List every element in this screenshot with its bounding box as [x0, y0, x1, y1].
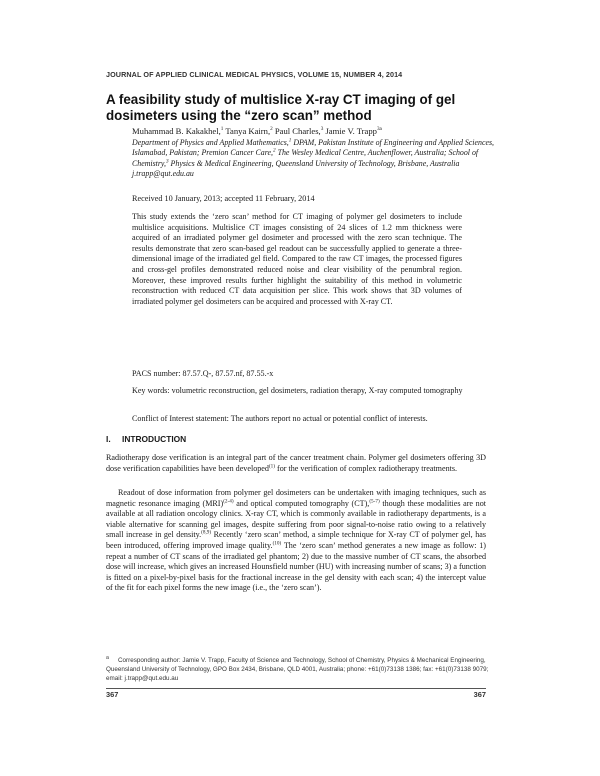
affiliation-2-sup: 2: [273, 147, 276, 154]
para2-seg-5: The ‘zero scan’ method generates a new image as follow: 1) repeat a number of CT scans of the irradiated gel phantom; 2) due to the massive number of CT scans, the absorbed dose will increase, which gives an increased Hounsfield number (HU) with increasing number of scans; 3) a function is fitted on a pixel-by-pixel basis for the fractional increase in the gel density with each scan; 4) the intercept value of the fit for each pixel forms the new image (i.e., the ‘zero scan’).: [106, 540, 486, 593]
section-number: I.: [106, 434, 111, 444]
author-3: Paul Charles,: [272, 126, 321, 136]
footer-divider: [106, 688, 486, 689]
author-2-affil: 2: [270, 126, 273, 133]
para2-seg-4: Recently ‘zero scan’ method, a simple technique for X-ray CT of polymer gel, has been introduced, offering improved image quality.: [106, 530, 486, 550]
author-1-affil: 1: [220, 126, 224, 133]
para2-seg-2: and optical computed tomography (CT),: [233, 498, 370, 508]
intro-paragraph-1: [106, 453, 486, 474]
intro-paragraph-2: [106, 488, 486, 594]
author-4-affil: 3a: [376, 126, 382, 133]
author-4: Jamie V. Trapp: [323, 126, 377, 136]
keywords: Key words: volumetric reconstruction, gel dosimeters, radiation therapy, X-ray computed tomography: [132, 386, 463, 395]
author-2: Tanya Kairn,: [223, 126, 271, 136]
para1-text-end: for the verification of complex radiotherapy treatments.: [275, 463, 458, 473]
author-list: [132, 126, 492, 137]
para2-citation-3[interactable]: (8,9): [201, 529, 212, 536]
para2-seg-1: Readout of dose information from polymer gel dosimeters can be undertaken with imaging techniques, such as magnetic resonance imaging (MRI): [106, 488, 486, 508]
affiliation-3-sup: 3: [165, 158, 169, 165]
section-heading-introduction: [106, 434, 406, 444]
para1-citation[interactable]: (1): [268, 462, 275, 469]
para2-citation-1[interactable]: (2-4): [223, 497, 234, 504]
conflict-statement: Conflict of Interest statement: The authors report no actual or potential conflict of interests.: [132, 414, 428, 423]
paper-title: A feasibility study of multislice X-ray CT imaging of gel dosimeters using the “zero scan” method: [106, 92, 456, 123]
abstract: This study extends the ‘zero scan’ method for CT imaging of polymer gel dosimeters to include multislice acquisitions. Multislice CT images consisting of 24 slices of 1.2 mm thickness were acquired of an irradiated polymer gel dosimeter and processed with the zero scan technique. The results demonstrate that zero scan-based gel readout can be successfully applied to generate a three-dimensional image of the irradiated gel field. Compared to the raw CT images, the processed figures and cross-gel profiles demonstrated reduced noise and clear visibility of the penumbral region. Moreover, these improved results further highlight the suitability of this method in volumetric reconstruction with reduced CT data acquisition per slice. This work shows that 3D volumes of irradiated polymer gel dosimeters can be acquired and processed with X-ray CT.: [132, 212, 462, 306]
pacs-numbers: PACS number: 87.57.Q-, 87.57.nf, 87.55.-x: [132, 369, 274, 378]
para1-text: Radiotherapy dose verification is an integral part of the cancer treatment chain. Polymer gel dosimeters offering 3D dose verification capabilities have been developed: [106, 453, 486, 473]
para2-seg-3: though these modalities are not available at all radiation oncology clinics. X-ray CT, which is commonly available in radiotherapy departments, is a viable alternative for scanning gel images, despite suffering from poor signal-to-noise ratio owing to a relatively small increase in gel density.: [106, 498, 487, 540]
affiliation-1-sup: 1: [288, 137, 292, 144]
received-dates: Received 10 January, 2013; accepted 11 February, 2014: [132, 194, 315, 203]
author-email[interactable]: j.trapp@qut.edu.au: [132, 169, 194, 179]
para2-citation-4[interactable]: (10): [272, 540, 282, 547]
author-1: Muhammad B. Kakakhel,: [132, 126, 221, 136]
para2-citation-2[interactable]: (5-7): [369, 497, 380, 504]
page-number-right: 367: [473, 690, 486, 699]
affiliation-3: The Wesley Medical Centre, Auchenflower, Australia; School of Chemistry,: [132, 148, 479, 168]
affiliation-1: Department of Physics and Applied Mathematics,: [132, 138, 289, 147]
journal-header: JOURNAL OF APPLIED CLINICAL MEDICAL PHYSICS, VOLUME 15, NUMBER 4, 2014: [106, 70, 403, 79]
author-3-affil: 3: [320, 126, 324, 133]
affiliations: [132, 138, 502, 180]
affiliation-4: Physics & Medical Engineering, Queensland University of Technology, Brisbane, Australia: [168, 158, 460, 168]
page-number-left: 367: [106, 690, 119, 699]
affiliation-2: DPAM, Pakistan Institute of Engineering and Applied Sciences, Islamabad, Pakistan; Premion Cancer Care,: [132, 138, 494, 158]
section-title: INTRODUCTION: [122, 434, 187, 444]
corresponding-author-footnote: $^a$ Corresponding author: Jamie V. Trapp, Faculty of Science and Technology, School of Chemistry, Physics & Mechanical Engineering, Queensland University of Technology, GPO Box 2434, Brisbane, QLD 4001, Australia; phone: +61(0)73138 1386; fax: +61(0)73138 9079; email: j.trapp@qut.edu.au: [106, 654, 489, 682]
footnote-text: Corresponding author: Jamie V. Trapp, Faculty of Science and Technology, School of Chemistry, Physics & Mechanical Engineering, Queensland University of Technology, GPO Box 2434, Brisbane, QLD 4001, Australia; phone: +61(0)73138 1386; fax: +61(0)73138 9079; email: j.trapp@qut.edu.au: [106, 657, 489, 682]
